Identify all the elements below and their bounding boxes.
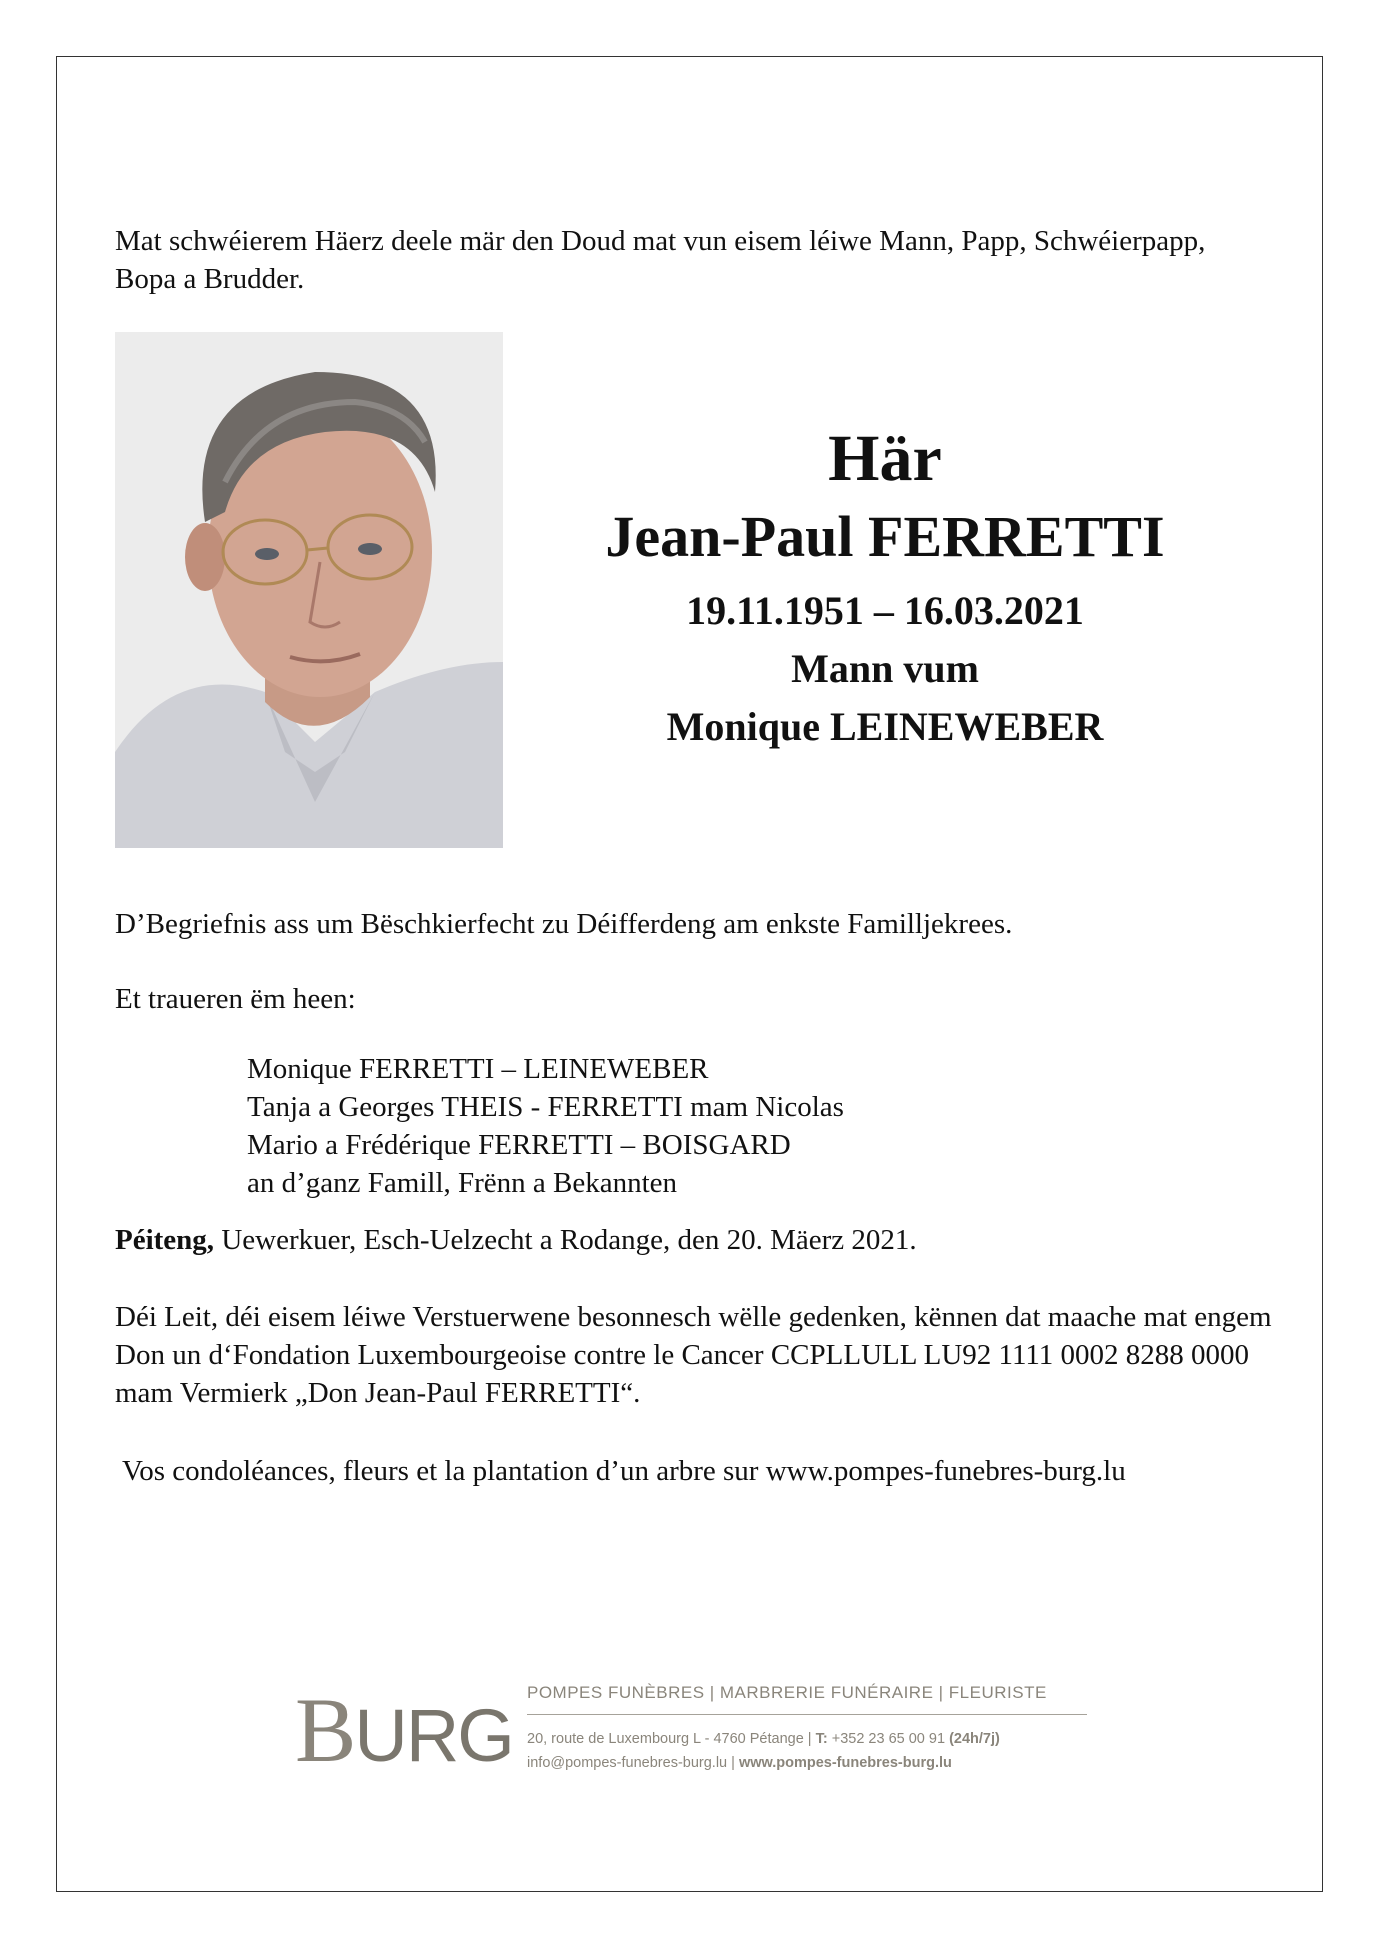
footer-website: www.pompes-funebres-burg.lu [738, 1755, 952, 1771]
burg-logo: BURG [295, 1679, 513, 1781]
footer-email: info@pompes-funebres-burg.lu | [527, 1755, 739, 1771]
funeral-notice: D’Begriefnis ass um Bëschkierfecht zu Déifferdeng am enkste Familljekrees. [115, 908, 1013, 940]
intro-text: Mat schwéierem Häerz deele mär den Doud mat vun eisem léiwe Mann, Papp, Schwéierpapp, Bopa a Brudder. [115, 225, 1206, 295]
spouse-line-1: Mann vum [791, 646, 979, 691]
footer-phone: +352 23 65 00 91 [827, 1731, 950, 1747]
mourner-line: an d’ganz Famill, Frënn a Bekannten [247, 1167, 678, 1199]
footer-info [527, 1680, 1087, 1775]
footer-address-line [527, 1727, 1087, 1751]
mourner-line: Tanja a Georges THEIS - FERRETTI mam Nicolas [247, 1091, 844, 1123]
footer-contact-line [527, 1751, 1087, 1775]
mourners-list [247, 1050, 844, 1202]
mourner-line: Monique FERRETTI – LEINEWEBER [247, 1053, 709, 1085]
headline-block [540, 418, 1230, 756]
deceased-name: Jean-Paul FERRETTI [605, 504, 1165, 569]
footer-phone-hours: (24h/7j) [949, 1731, 1000, 1747]
mourner-line: Mario a Frédérique FERRETTI – BOISGARD [247, 1129, 791, 1161]
footer-services: POMPES FUNÈBRES | MARBRERIE FUNÉRAIRE | FLEURISTE [527, 1680, 1087, 1715]
portrait-photo [115, 332, 503, 848]
honorific-title: Här [828, 422, 942, 495]
footer-phone-label: T: [815, 1731, 828, 1747]
life-dates: 19.11.1951 – 16.03.2021 [686, 588, 1084, 633]
footer [295, 1680, 1085, 1790]
place-date-line [115, 1221, 917, 1259]
mourners-intro: Et traueren ëm heen: [115, 983, 356, 1015]
place-rest: Uewerkuer, Esch-Uelzecht a Rodange, den 20. Mäerz 2021. [214, 1224, 917, 1256]
donation-notice: Déi Leit, déi eisem léiwe Verstuerwene besonnesch wëlle gedenken, kënnen dat maache mat engem Don un d‘Fondation Luxembourgeoise contre le Cancer CCPLLULL LU92 1111 0002 8288 0000 mam Vermierk „Don Jean-Paul FERRETTI“. [115, 1301, 1272, 1409]
spouse-line-2: Monique LEINEWEBER [666, 704, 1104, 749]
footer-address: 20, route de Luxembourg L - 4760 Pétange | [527, 1731, 816, 1747]
condolences-line: Vos condoléances, fleurs et la plantation d’un arbre sur www.pompes-funebres-burg.lu [122, 1455, 1126, 1487]
place-town: Péiteng, [115, 1224, 215, 1256]
